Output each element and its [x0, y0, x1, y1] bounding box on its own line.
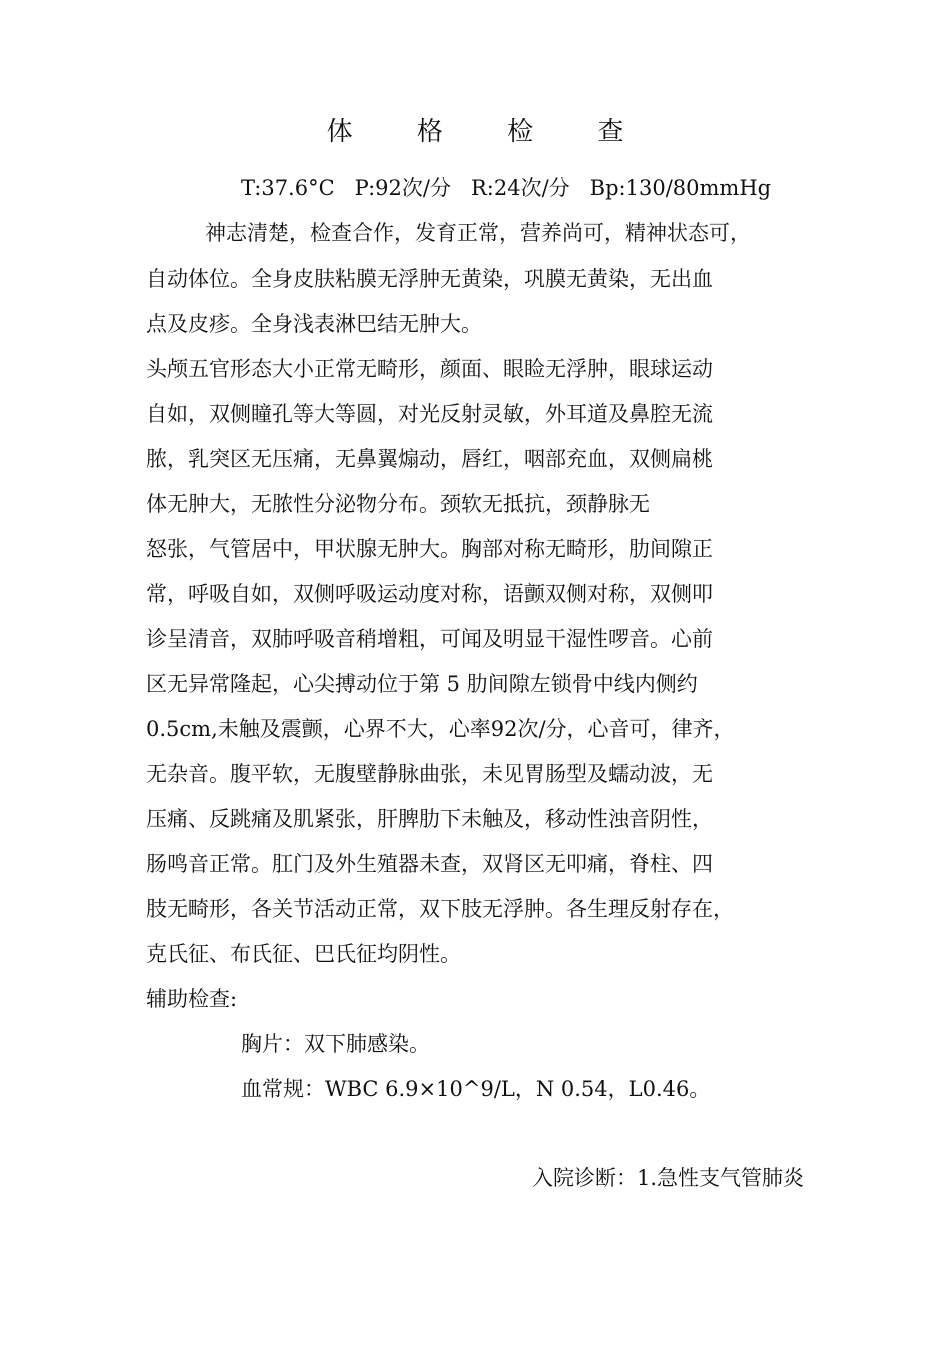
- admission-diagnosis: 入院诊断：1.急性支气管肺炎: [531, 1166, 804, 1190]
- exam-text-line: 点及皮疹。全身浅表淋巴结无肿大。: [146, 312, 482, 336]
- exam-text-line: 头颅五官形态大小正常无畸形，颜面、眼睑无浮肿，眼球运动: [146, 357, 713, 381]
- exam-text-line: 常，呼吸自如，双侧呼吸运动度对称，语颤双侧对称，双侧叩: [146, 582, 713, 606]
- exam-text-line: 无杂音。腹平软，无腹壁静脉曲张，未见胃肠型及蠕动波，无: [146, 762, 713, 786]
- exam-text-line: 神志清楚，检查合作，发育正常，营养尚可，精神状态可，: [205, 221, 751, 245]
- exam-text-line: 自如，双侧瞳孔等大等圆，对光反射灵敏，外耳道及鼻腔无流: [146, 402, 713, 426]
- exam-text-line: 压痛、反跳痛及肌紧张，肝脾肋下未触及，移动性浊音阴性，: [146, 807, 713, 831]
- exam-text-line: 脓，乳突区无压痛，无鼻翼煽动，唇红，咽部充血，双侧扁桃: [146, 447, 713, 471]
- exam-text-line: 0.5cm,未触及震颤，心界不大，心率92次/分，心音可，律齐，: [146, 717, 735, 741]
- exam-text-line: 体无肿大，无脓性分泌物分布。颈软无抵抗，颈静脉无: [146, 492, 650, 516]
- exam-text-line: 克氏征、布氏征、巴氏征均阴性。: [146, 942, 461, 966]
- aux-chest-xray: 胸片：双下肺感染。: [241, 1032, 430, 1056]
- page-title: 体 格 检 查: [326, 117, 652, 147]
- aux-exam-heading: 辅助检查:: [146, 987, 238, 1011]
- exam-text-line: 肢无畸形，各关节活动正常，双下肢无浮肿。各生理反射存在，: [146, 897, 734, 921]
- exam-text-line: 诊呈清音，双肺呼吸音稍增粗，可闻及明显干湿性啰音。心前: [146, 627, 713, 651]
- exam-text-line: 怒张，气管居中，甲状腺无肿大。胸部对称无畸形，肋间隙正: [146, 537, 713, 561]
- exam-text-line: 自动体位。全身皮肤粘膜无浮肿无黄染，巩膜无黄染，无出血: [146, 267, 713, 291]
- exam-text-line: 区无异常隆起，心尖搏动位于第 5 肋间隙左锁骨中线内侧约: [146, 672, 698, 696]
- exam-text-line: 肠鸣音正常。肛门及外生殖器未查，双肾区无叩痛，脊柱、四: [146, 852, 713, 876]
- aux-blood-routine: 血常规：WBC 6.9×10^9/L，N 0.54，L0.46。: [241, 1077, 711, 1101]
- vital-signs-line: T:37.6°C P:92次/分 R:24次/分 Bp:130/80mmHg: [241, 176, 772, 200]
